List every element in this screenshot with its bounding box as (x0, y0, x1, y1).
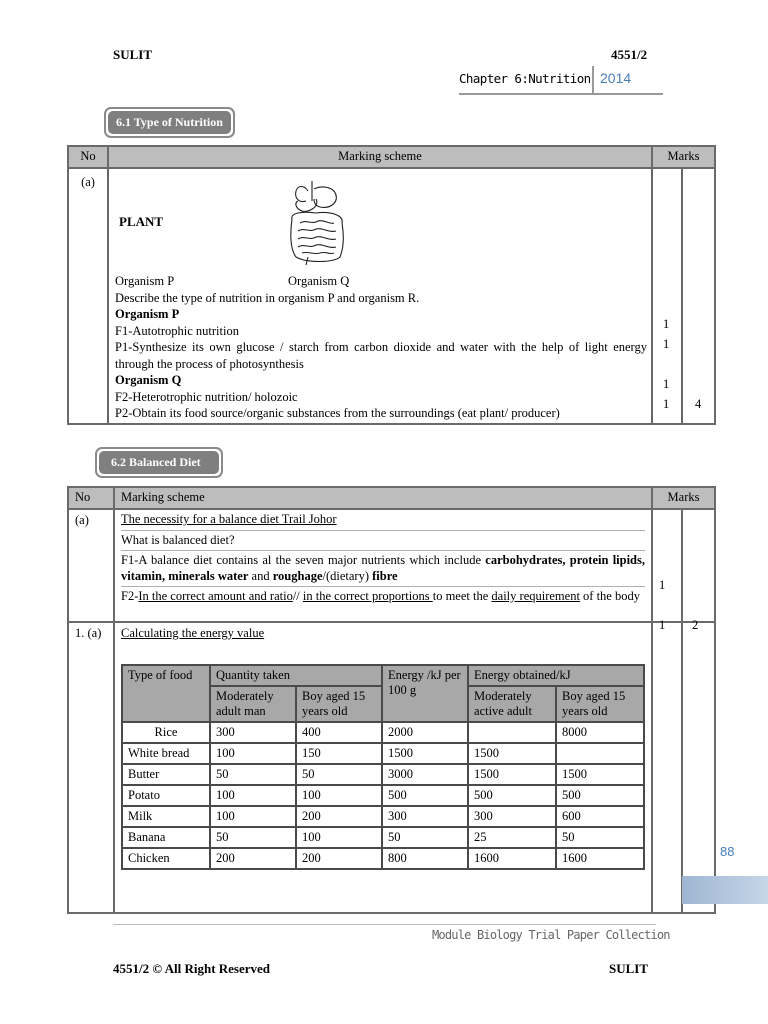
table-row: Rice 300 400 2000 8000 (122, 722, 644, 743)
mark-total: 4 (695, 397, 702, 411)
head-marks: Marks (652, 146, 715, 168)
head-scheme: Marking scheme (114, 487, 652, 509)
marks-cell-diet (652, 509, 682, 632)
head-marks: Marks (652, 487, 715, 509)
col-moderately-active-adult: Moderately active adult (468, 686, 556, 722)
calc-title: Calculating the energy value (121, 626, 265, 640)
head-no: No (68, 146, 108, 168)
header-right: 4551/2 (611, 47, 648, 62)
mark-f1: 1 (663, 317, 670, 331)
marks-cell (652, 168, 682, 424)
point-p2: P2-Obtain its food source/organic substances from the surroundings (eat plant/ producer) (115, 406, 560, 420)
table-row: Chicken 200 200 800 1600 1600 (122, 848, 644, 869)
marking-table-balanced-diet (67, 486, 716, 914)
diet-title: The necessity for a balance diet Trail Johor (121, 512, 337, 526)
diet-point-f2: F2-In the correct amount and ratio// in the correct proportions to meet the daily requirement of the body (121, 589, 640, 603)
scheme-cell (108, 168, 652, 424)
mark-diet-f1: 1 (659, 578, 666, 592)
total-cell-diet (682, 509, 715, 632)
calc-cell (114, 622, 652, 913)
diet-question: What is balanced diet? (121, 531, 645, 552)
point-f2: F2-Heterotrophic nutrition/ holozoic (115, 389, 298, 404)
col-boy-aged-15: Boy aged 15 years old (296, 686, 382, 722)
organism-p-caption: Organism P (115, 274, 175, 288)
col-boy-aged-15-obtained: Boy aged 15 years old (556, 686, 644, 722)
row2-no: 1. (a) (68, 622, 114, 913)
mark-diet-f2: 1 (659, 618, 666, 632)
point-p1: P1-Synthesize its own glucose / starch from carbon dioxide and water with the help of light energy through the process of photosynthesis (115, 340, 647, 371)
section-badge-balanced-diet (95, 447, 223, 478)
table-row: Butter 50 50 3000 1500 1500 (122, 764, 644, 785)
diet-point-f1: F1-A balance diet contains al the seven major nutrients which include carbohydrates, protein lipids, vitamin, minerals water and roughage/(dietary) fibre (121, 551, 645, 587)
mark-p1: 1 (663, 337, 670, 351)
col-quantity-taken: Quantity taken (210, 665, 382, 686)
header-year: 2014 (600, 70, 632, 86)
table-row: Milk 100 200 300 300 600 (122, 806, 644, 827)
section-badge-label: 6.2 Balanced Diet (99, 451, 219, 474)
mark-diet-total: 2 (692, 618, 699, 632)
footer-rule (113, 924, 656, 925)
plant-label: PLANT (119, 214, 164, 229)
table-row: Potato 100 100 500 500 500 (122, 785, 644, 806)
table-row: Banana 50 100 50 25 50 (122, 827, 644, 848)
mark-f2: 1 (663, 377, 670, 391)
organism-q-caption: Organism Q (288, 274, 350, 288)
col-type-of-food: Type of food (122, 665, 210, 722)
page-number: 88 (720, 844, 735, 859)
organism-p-heading: Organism P (115, 307, 180, 321)
point-f1: F1-Autotrophic nutrition (115, 323, 239, 338)
chapter-title: Chapter 6:Nutrition (459, 71, 591, 86)
table-row: White bread 100 150 1500 1500 (122, 743, 644, 764)
footer-module: Module Biology Trial Paper Collection (432, 928, 670, 942)
energy-table (121, 664, 645, 870)
footer-sulit: SULIT (609, 961, 649, 976)
col-energy-per-100g: Energy /kJ per 100 g (382, 665, 468, 722)
row1-no: (a) (68, 509, 114, 622)
organism-q-heading: Organism Q (115, 373, 182, 387)
head-scheme: Marking scheme (108, 146, 652, 168)
header-divider (592, 66, 594, 94)
question-text: Describe the type of nutrition in organism P and organism R. (115, 290, 420, 305)
footer-copyright: 4551/2 © All Right Reserved (113, 961, 271, 976)
marking-table-nutrition (67, 145, 716, 425)
total-cell-calc (682, 622, 715, 913)
header-rule (459, 93, 663, 95)
page-tab-decoration (682, 876, 768, 904)
section-badge-label: 6.1 Type of Nutrition (108, 111, 231, 134)
row-no: (a) (68, 168, 108, 424)
marks-cell-calc (652, 622, 682, 913)
col-energy-obtained: Energy obtained/kJ (468, 665, 644, 686)
col-moderately-adult-man: Moderately adult man (210, 686, 296, 722)
head-no: No (68, 487, 114, 509)
section-badge-type-of-nutrition (104, 107, 235, 138)
total-cell (682, 168, 715, 424)
header-left: SULIT (113, 47, 153, 62)
scheme-cell-diet (114, 509, 652, 622)
digestive-system-illustration (286, 179, 348, 265)
mark-p2: 1 (663, 397, 670, 411)
